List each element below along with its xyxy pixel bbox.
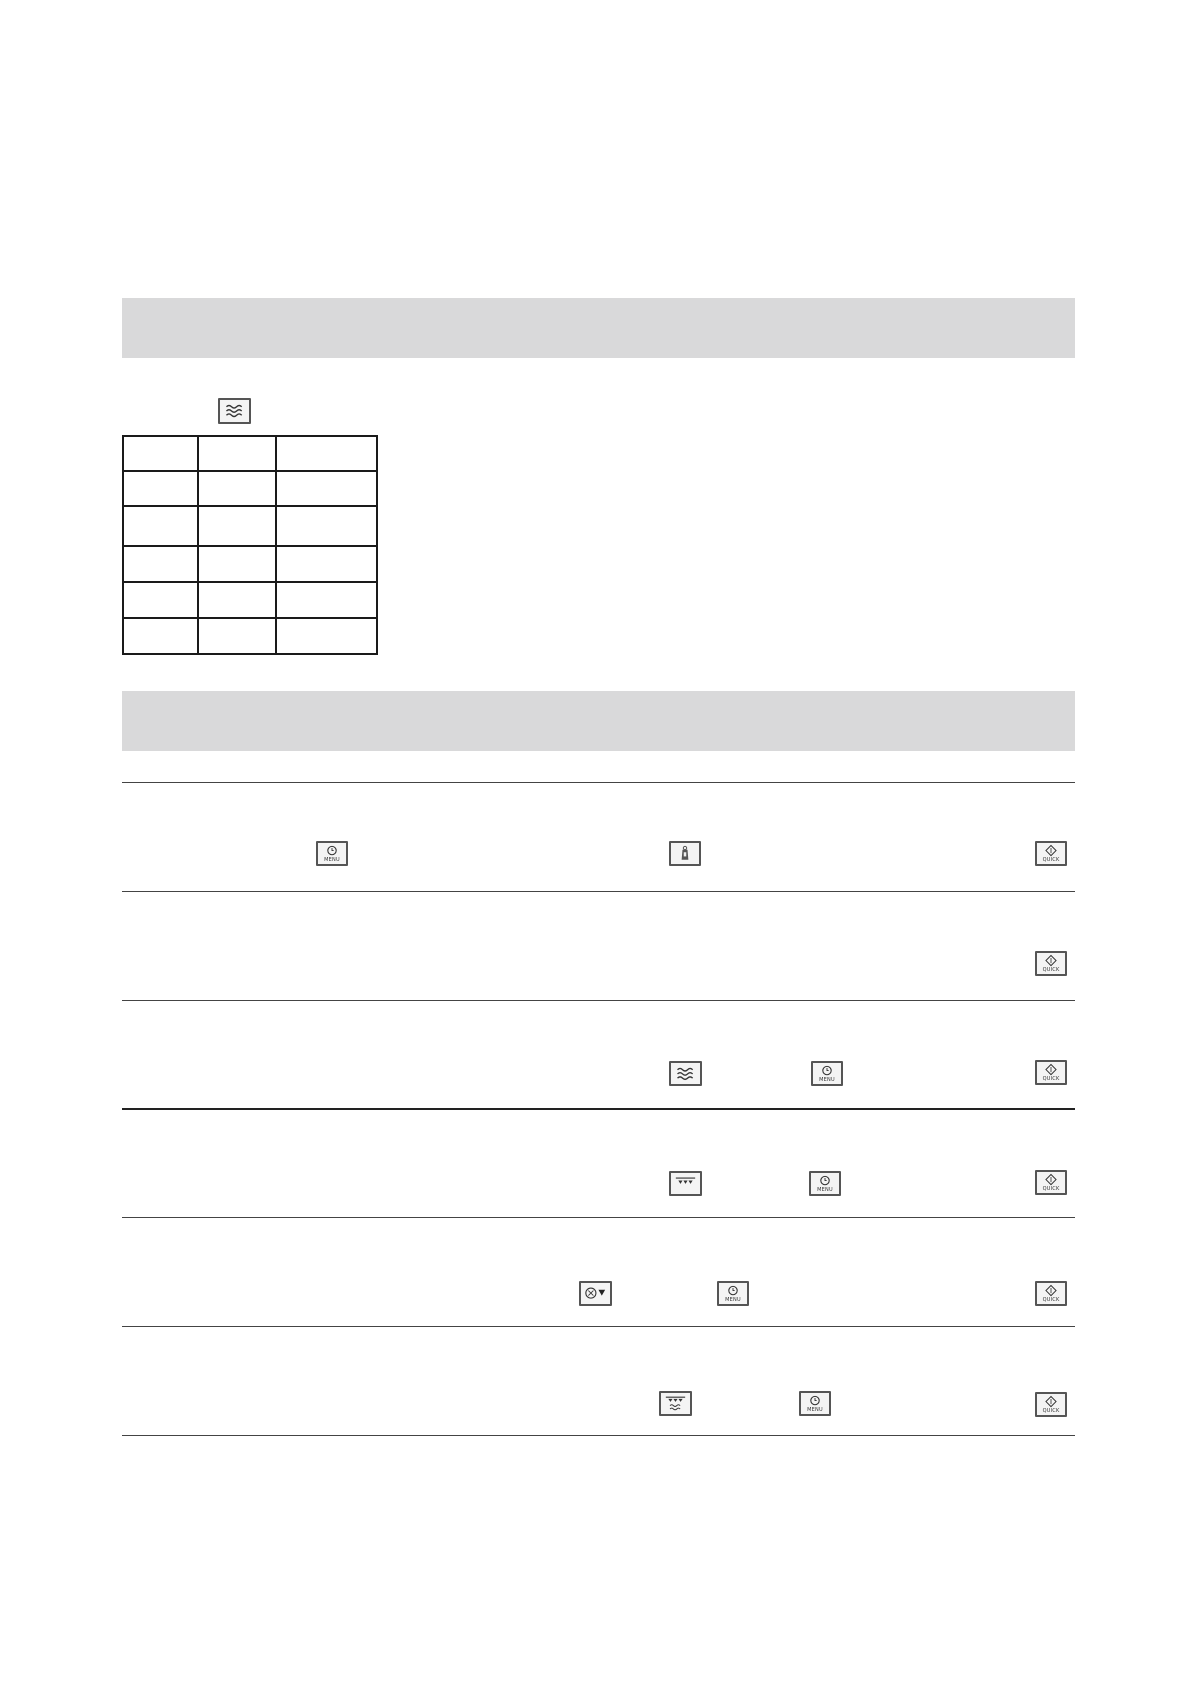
table-cell: [276, 436, 377, 471]
table-row: [123, 546, 377, 582]
menu-clock-icon: [811, 1061, 843, 1086]
row-divider: [122, 1000, 1075, 1001]
grill-icon: [669, 1171, 702, 1196]
table-cell: [123, 436, 198, 471]
row-divider: [122, 1108, 1075, 1110]
row-divider: [122, 1435, 1075, 1436]
microwave-waves-icon: [669, 1061, 702, 1086]
quick-key-label: QUICK: [1042, 1186, 1060, 1192]
quick-start-icon: [1035, 951, 1067, 976]
table-row: [123, 618, 377, 654]
menu-clock-icon: [799, 1391, 831, 1416]
weight-icon: [669, 841, 701, 866]
menu-clock-icon: [316, 841, 348, 866]
quick-key-label: QUICK: [1042, 1408, 1060, 1414]
quick-start-icon: [1035, 1170, 1067, 1195]
table-cell: [198, 546, 276, 582]
row-divider: [122, 891, 1075, 892]
menu-key-label: MENU: [725, 1297, 741, 1303]
quick-key-label: QUICK: [1042, 1076, 1060, 1082]
table-cell: [276, 506, 377, 546]
menu-key-label: MENU: [807, 1407, 823, 1413]
menu-key-label: MENU: [819, 1077, 835, 1083]
table-cell: [276, 618, 377, 654]
table-cell: [123, 506, 198, 546]
menu-key-label: MENU: [817, 1187, 833, 1193]
menu-clock-icon: [717, 1281, 749, 1306]
quick-key-label: QUICK: [1042, 967, 1060, 973]
quick-start-icon: [1035, 1281, 1067, 1306]
table-cell: [198, 582, 276, 618]
table-cell: [198, 618, 276, 654]
table-cell: [276, 471, 377, 506]
power-level-table: [122, 435, 378, 655]
row-divider: [122, 1326, 1075, 1327]
table-cell: [123, 582, 198, 618]
quick-key-label: QUICK: [1042, 857, 1060, 863]
table-cell: [123, 471, 198, 506]
table-cell: [123, 618, 198, 654]
table-cell: [123, 546, 198, 582]
defrost-arrow-icon: [579, 1281, 612, 1306]
quick-start-icon: [1035, 1392, 1067, 1417]
table-row: [123, 582, 377, 618]
section-header-bar: [122, 298, 1075, 358]
row-divider: [122, 1217, 1075, 1218]
menu-clock-icon: [809, 1171, 841, 1196]
quick-start-icon: [1035, 1060, 1067, 1085]
table-cell: [198, 471, 276, 506]
table-cell: [198, 436, 276, 471]
table-cell: [276, 582, 377, 618]
combi-grill-microwave-icon: [659, 1391, 692, 1416]
menu-key-label: MENU: [324, 857, 340, 863]
table-row: [123, 471, 377, 506]
quick-start-icon: [1035, 841, 1067, 866]
table-cell: [276, 546, 377, 582]
microwave-waves-icon: [218, 398, 251, 424]
table-row: [123, 436, 377, 471]
quick-key-label: QUICK: [1042, 1297, 1060, 1303]
row-divider: [122, 782, 1075, 783]
table-row: [123, 506, 377, 546]
table-cell: [198, 506, 276, 546]
section-header-bar: [122, 691, 1075, 751]
